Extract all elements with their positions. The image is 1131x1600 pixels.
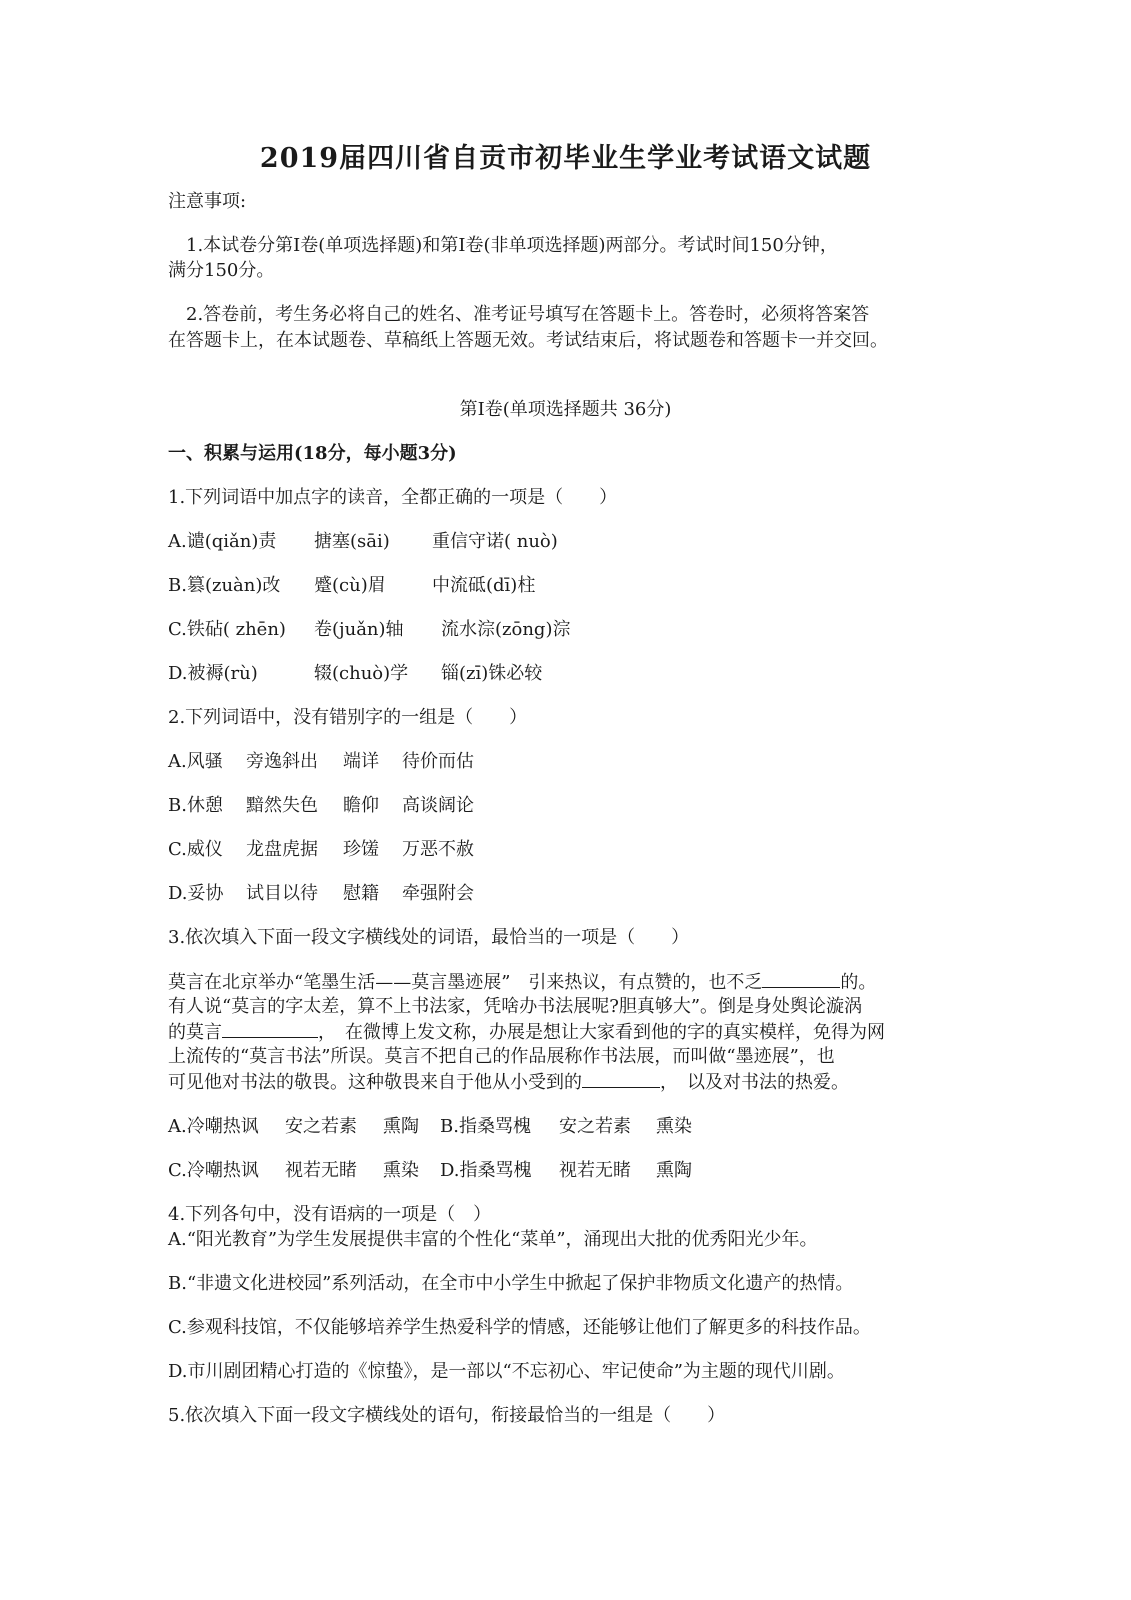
section-1-title: 一、积累与运用(18分，每小题3分) — [168, 443, 457, 464]
option-term: 珍馐 — [343, 839, 379, 860]
option-term: 慰籍 — [343, 883, 379, 904]
notice-item-1-line-1: 1.本试卷分第Ⅰ卷(单项选择题)和第Ⅰ卷(非单项选择题)两部分。考试时间150分钟， — [168, 235, 838, 256]
option-term: B.休憩 — [168, 795, 223, 816]
option-term: 高谈阔论 — [402, 795, 474, 816]
option-term: B.篡(zuàn)改 — [168, 575, 281, 596]
question-3-passage-line-1 — [168, 969, 876, 996]
option-term: 视若无睹 — [559, 1160, 631, 1181]
option-term: 视若无睹 — [285, 1160, 357, 1181]
option-term: A.谴(qiǎn)责 — [168, 531, 277, 552]
option-term: 龙盘虎据 — [246, 839, 318, 860]
question-4-option-a: A.“阳光教育”为学生发展提供丰富的个性化“菜单”，涌现出大批的优秀阳光少年。 — [168, 1229, 818, 1250]
question-2-stem: 2.下列词语中，没有错别字的一组是（ ） — [168, 707, 528, 728]
question-3-options-row-2 — [168, 1158, 692, 1184]
option-term: 待价而估 — [402, 751, 474, 772]
question-2-option-d — [168, 881, 474, 907]
option-term: 搪塞(sāi) — [314, 531, 390, 552]
option-term: 旁逸斜出 — [246, 751, 318, 772]
option-term: 熏染 — [656, 1116, 692, 1137]
question-3-passage-line-5 — [168, 1069, 849, 1096]
option-term: 万恶不赦 — [402, 839, 474, 860]
option-term: 中流砥(dī)柱 — [432, 575, 536, 596]
fill-blank-1 — [762, 969, 840, 988]
question-2-option-a — [168, 749, 474, 775]
notice-item-2-line-1: 2.答卷前，考生务必将自己的姓名、准考证号填写在答题卡上。答卷时，必须将答案答 — [168, 304, 870, 325]
option-term: A.冷嘲热讽 — [168, 1116, 259, 1137]
option-term: 重信守诺( nuò) — [432, 531, 558, 552]
question-2-option-c — [168, 837, 474, 863]
question-4-stem: 4.下列各句中，没有语病的一项是（ ） — [168, 1204, 492, 1225]
question-5-stem: 5.依次填入下面一段文字横线处的语句，衔接最恰当的一组是（ ） — [168, 1405, 726, 1426]
option-term: 卷(juǎn)轴 — [314, 619, 404, 640]
question-3-passage-line-4: 上流传的“莫言书法”所误。莫言不把自己的作品展称作书法展，而叫做“墨迹展”，也 — [168, 1046, 835, 1067]
question-1-option-a — [168, 529, 558, 555]
option-term: 试目以待 — [246, 883, 318, 904]
question-4-option-b: B.“非遗文化进校园”系列活动，在全市中小学生中掀起了保护非物质文化遗产的热情。 — [168, 1273, 854, 1294]
passage-text: 莫言在北京举办“笔墨生活——莫言墨迹展” 引来热议，有点赞的，也不乏 — [168, 972, 763, 993]
question-1-option-b — [168, 573, 535, 599]
question-4-option-d: D.市川剧团精心打造的《惊蛰》，是一部以“不忘初心、牢记使命”为主题的现代川剧。 — [168, 1361, 845, 1382]
question-3-options-row-1 — [168, 1114, 692, 1140]
option-term: 安之若素 — [559, 1116, 631, 1137]
fill-blank-3 — [582, 1069, 660, 1088]
option-term: 锱(zī)铢必较 — [441, 663, 543, 684]
option-term: A.风骚 — [168, 751, 223, 772]
option-term: B.指桑骂槐 — [440, 1116, 531, 1137]
option-term: 熏染 — [383, 1160, 419, 1181]
option-term: D.妥协 — [168, 883, 224, 904]
passage-text: ， 以及对书法的热爱。 — [660, 1072, 849, 1093]
question-4-option-c: C.参观科技馆，不仅能够培养学生热爱科学的情感，还能够让他们了解更多的科技作品。 — [168, 1317, 871, 1338]
question-2-option-b — [168, 793, 474, 819]
exam-title: 2019届四川省自贡市初毕业生学业考试语文试题 — [259, 143, 872, 174]
option-term: 辍(chuò)学 — [314, 663, 409, 684]
option-term: 黯然失色 — [246, 795, 318, 816]
option-term: C.铁砧( zhēn) — [168, 619, 286, 640]
passage-text: ， 在微博上发文称，办展是想让大家看到他的字的真实模样，免得为网 — [318, 1022, 885, 1043]
part-1-title: 第Ⅰ卷(单项选择题共 36分) — [459, 399, 672, 420]
question-3-stem: 3.依次填入下面一段文字横线处的词语，最恰当的一项是（ ） — [168, 927, 690, 948]
notice-item-1-line-2: 满分150分。 — [168, 260, 275, 281]
option-term: 熏陶 — [383, 1116, 419, 1137]
question-3-passage-line-3 — [168, 1019, 885, 1046]
option-term: 牵强附会 — [402, 883, 474, 904]
passage-text: 可见他对书法的敬畏。这种敬畏来自于他从小受到的 — [168, 1072, 582, 1093]
question-3-passage-line-2: 有人说“莫言的字太差，算不上书法家，凭啥办书法展呢?胆真够大”。倒是身处舆论漩涡 — [168, 996, 863, 1017]
passage-text: 的。 — [840, 972, 877, 993]
notice-item-2-line-2: 在答题卡上，在本试题卷、草稿纸上答题无效。考试结束后，将试题卷和答题卡一并交回。 — [168, 330, 888, 351]
option-term: 熏陶 — [656, 1160, 692, 1181]
option-term: 安之若素 — [285, 1116, 357, 1137]
option-term: C.冷嘲热讽 — [168, 1160, 259, 1181]
question-1-option-c — [168, 617, 570, 643]
option-term: 蹙(cù)眉 — [314, 575, 386, 596]
option-term: 流水淙(zōng)淙 — [441, 619, 571, 640]
question-1-option-d — [168, 661, 542, 687]
question-1-stem: 1.下列词语中加点字的读音，全都正确的一项是（ ） — [168, 487, 618, 508]
option-term: D.被褥(rù) — [168, 663, 258, 684]
passage-text: 的莫言 — [168, 1022, 222, 1043]
option-term: C.威仪 — [168, 839, 223, 860]
option-term: D.指桑骂槐 — [440, 1160, 532, 1181]
option-term: 瞻仰 — [343, 795, 379, 816]
option-term: 端详 — [343, 751, 379, 772]
notice-heading: 注意事项: — [168, 191, 247, 212]
fill-blank-2 — [222, 1019, 318, 1038]
